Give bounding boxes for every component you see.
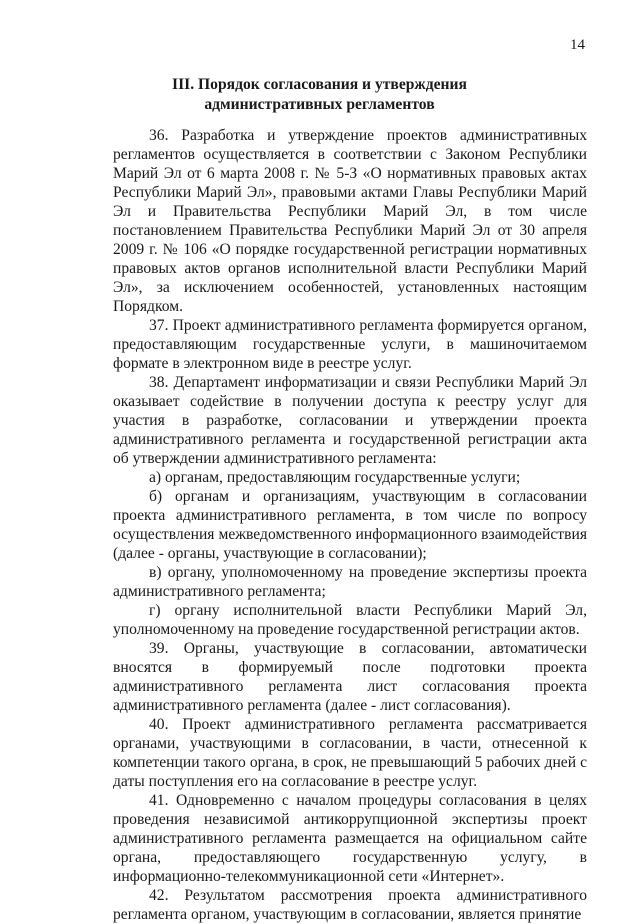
paragraph-38-a: а) органам, предоставляющим государственные услуги; bbox=[149, 469, 521, 486]
section-heading-line-1: III. Порядок согласования и утверждения bbox=[172, 76, 467, 93]
paragraph-37: 37. Проект административного регламента формируется органом, предоставляющим государственные услуги, в машиночитаемом формате в электронном виде в реестре услуг. bbox=[113, 317, 587, 372]
paragraph-38-g: г) органу исполнительной власти Республики Марий Эл, уполномоченному на проведение государственной регистрации актов. bbox=[113, 602, 587, 638]
paragraph-38-b: б) органам и организациям, участвующим в согласовании проекта административного регламента, в том числе по вопросу осуществления межведомственного информационного взаимодействия (далее - органы, участвующие в согласовании); bbox=[113, 488, 587, 562]
paragraph-41: 41. Одновременно с началом процедуры согласования в целях проведения независимой антикоррупционной экспертизы проект административного регламента размещается на официальном сайте органа, предоставляющего государственную услугу, в информационно-телекоммуникационной сети «Интернет». bbox=[113, 792, 587, 885]
section-heading bbox=[0, 75, 639, 115]
paragraph-40: 40. Проект административного регламента рассматривается органами, участвующими в согласовании, в части, отнесенной к компетенции такого органа, в срок, не превышающий 5 рабочих дней с даты поступления его на согласование в реестре услуг. bbox=[113, 716, 587, 790]
paragraph-42: 42. Результатом рассмотрения проекта административного регламента органом, участвующим в согласовании, является принятие bbox=[113, 887, 587, 923]
page-number: 14 bbox=[570, 37, 585, 53]
paragraph-36: 36. Разработка и утверждение проектов административных регламентов осуществляется в соответствии с Законом Республики Марий Эл от 6 марта 2008 г. № 5-З «О нормативных правовых актах Республики Марий Эл», правовыми актами Главы Республики Марий Эл и Правительства Республики Марий Эл, в том числе постановлением Правительства Республики Марий Эл от 30 апреля 2009 г. № 106 «О порядке государственной регистрации нормативных правовых актов органов исполнительной власти Республики Марий Эл», за исключением особенностей, установленных настоящим Порядком. bbox=[113, 127, 587, 315]
paragraph-38-v: в) органу, уполномоченному на проведение экспертизы проекта административного регламента; bbox=[113, 564, 587, 600]
document-body bbox=[113, 126, 587, 924]
section-heading-line-2: административных регламентов bbox=[204, 96, 435, 113]
paragraph-39: 39. Органы, участвующие в согласовании, автоматически вносятся в формируемый после подготовки проекта административного регламента лист согласования проекта административного регламента (далее - лист согласования). bbox=[113, 640, 587, 714]
paragraph-38: 38. Департамент информатизации и связи Республики Марий Эл оказывает содействие в получении доступа к реестру услуг для участия в разработке, согласовании и утверждении проекта административного регламента и государственной регистрации акта об утверждении административного регламента: bbox=[113, 374, 587, 467]
